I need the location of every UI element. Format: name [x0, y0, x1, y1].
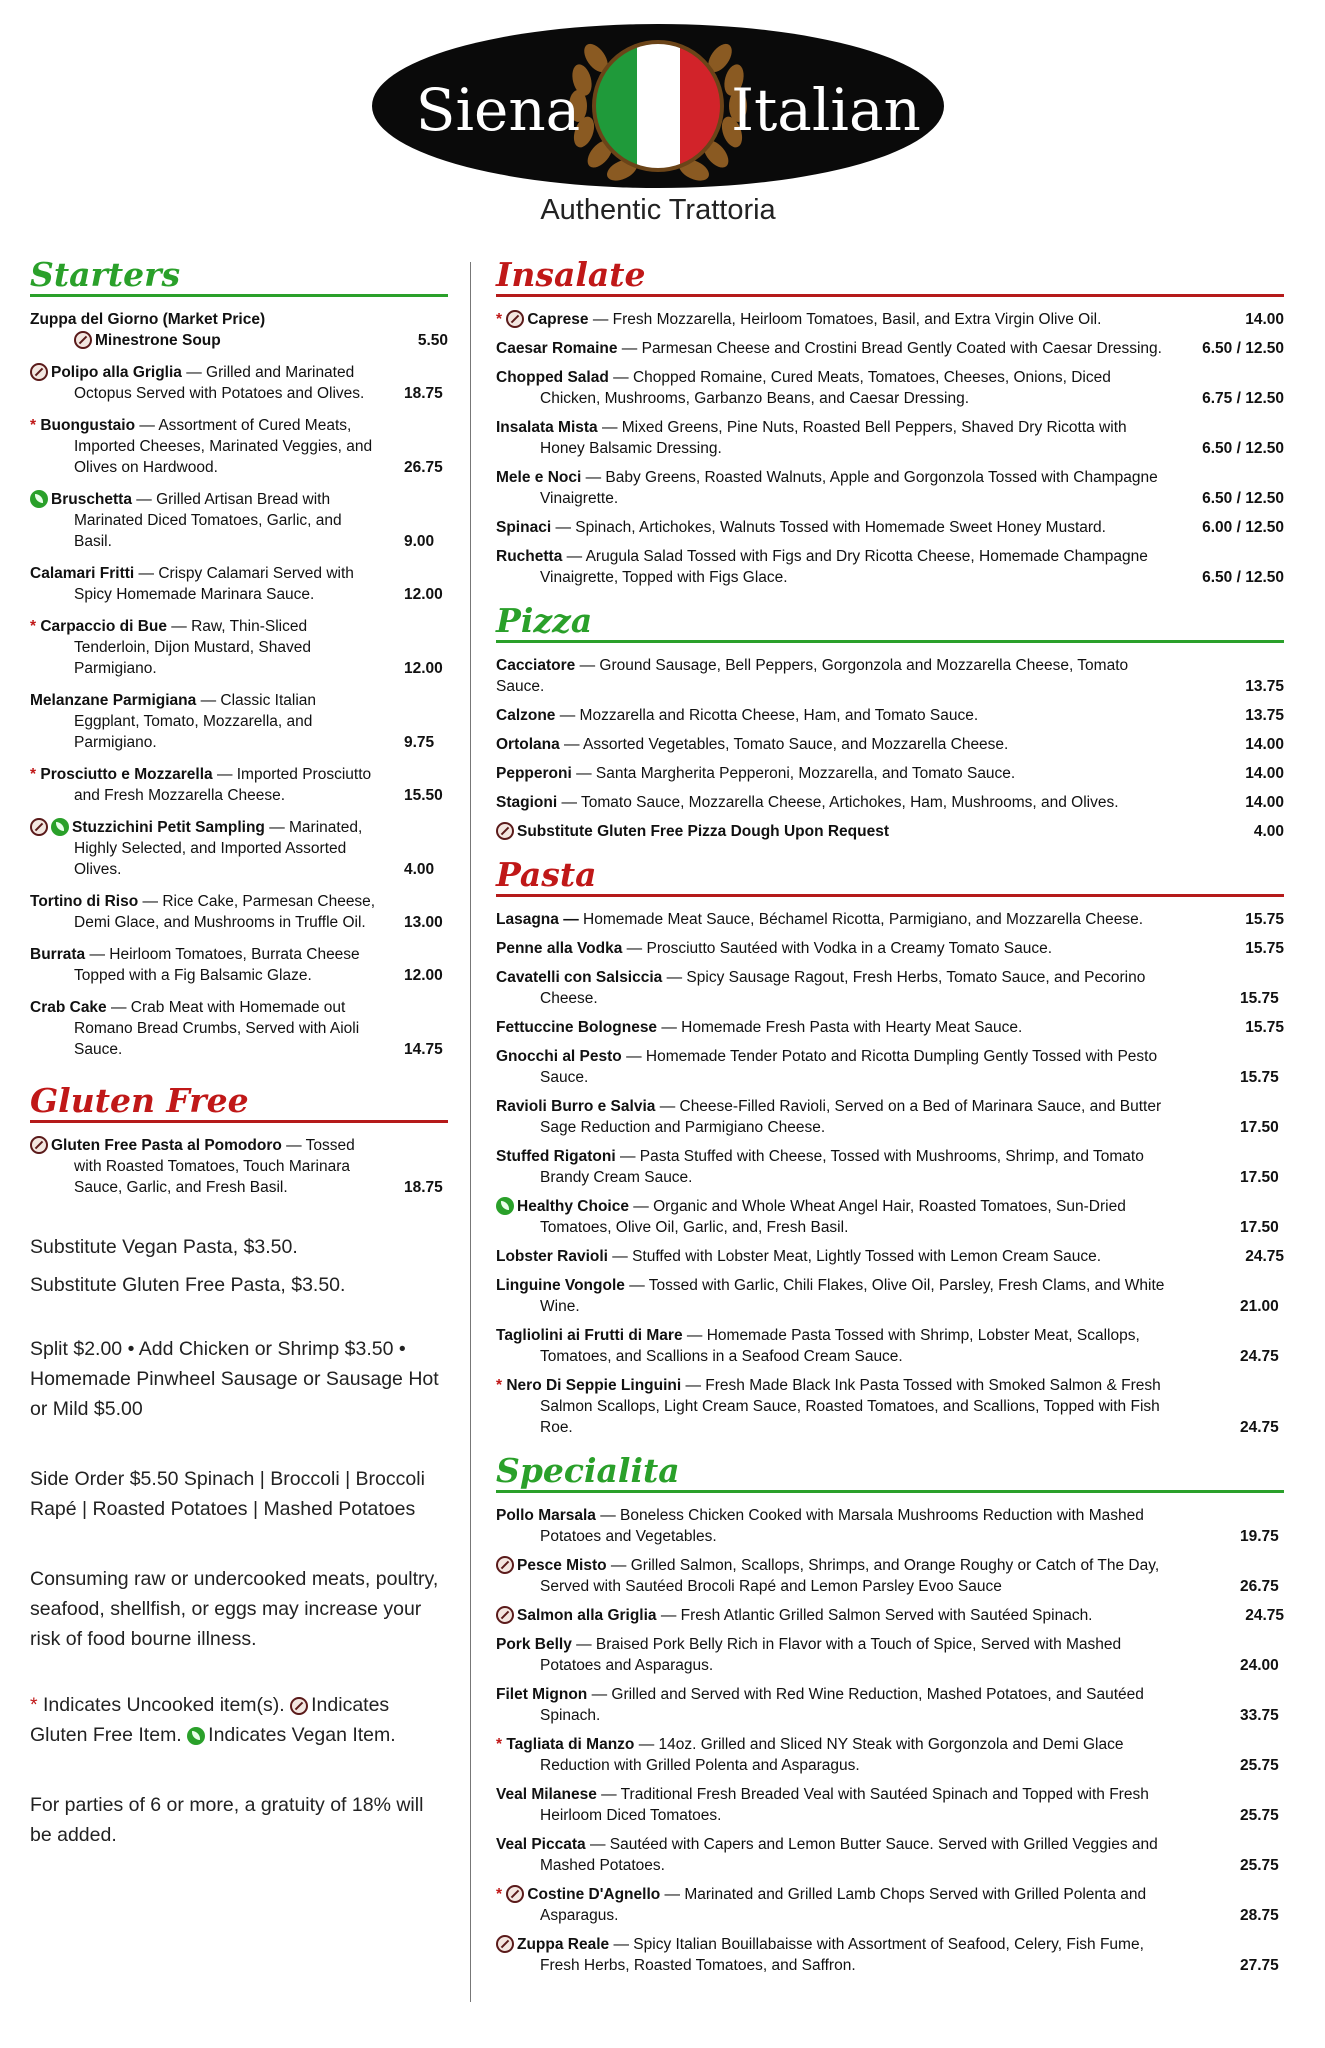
item-name: Ravioli Burro e Salvia [496, 1098, 656, 1115]
item-name: Calamari Fritti [30, 565, 135, 582]
gluten-free-icon [30, 363, 48, 381]
note-vegan: Substitute Vegan Pasta, $3.50. [30, 1236, 298, 1258]
uncooked-star: * [496, 311, 503, 328]
item-price: 6.50 / 12.50 [1202, 569, 1284, 586]
item-price: 5.50 [417, 332, 448, 349]
gluten-free-icon [74, 331, 92, 349]
item-description: — Stuffed with Lobster Meat, Lightly Tossed with Lemon Cream Sauce. [612, 1248, 1102, 1265]
gluten-free-icon [496, 1606, 514, 1624]
item-price: 6.50 / 12.50 [1202, 440, 1284, 457]
menu-item: Ravioli Burro e Salvia — Cheese-Filled Ravioli, Served on a Bed of Marinara Sauce, and Butter Sage Reduction and Parmigiano Cheese. 17.50 [496, 1098, 1279, 1136]
vegan-leaf-icon [187, 1727, 205, 1745]
menu-item [496, 1017, 1284, 1038]
item-description: — Marinated, Highly Selected, and Imported Assorted Olives. [74, 819, 363, 878]
tagline: Authentic Trattoria [540, 194, 776, 226]
item-description: — Organic and Whole Wheat Angel Hair, Roasted Tomatoes, Sun-Dried Tomatoes, Olive Oil, Garlic, and, Fresh Basil. [540, 1198, 1126, 1236]
item-name: Carpaccio di Bue [40, 618, 167, 635]
item-description: — Fresh Mozzarella, Heirloom Tomatoes, Basil, and Extra Virgin Olive Oil. [592, 311, 1102, 328]
menu-item: Pollo Marsala — Boneless Chicken Cooked with Marsala Mushrooms Reduction with Mashed Potatoes and Vegetables. 19.75 [496, 1507, 1279, 1545]
gluten-free-icon [496, 1935, 514, 1953]
section-title: Gluten Free [30, 1081, 249, 1120]
item-name: Caprese [527, 311, 589, 328]
menu-item [30, 309, 448, 351]
logo-graphic [368, 18, 948, 188]
menu-item [496, 763, 1284, 784]
item-name: Stuzzichini Petit Sampling [72, 819, 265, 836]
item-price: 13.75 [1245, 678, 1284, 695]
menu-item [496, 821, 1284, 842]
item-price: 24.75 [1245, 1248, 1284, 1265]
item-name: Filet Mignon [496, 1686, 588, 1703]
item-description: — Heirloom Tomatoes, Burrata Cheese Topped with a Fig Balsamic Glaze. [74, 946, 360, 984]
menu-item: Stuzzichini Petit Sampling — Marinated, Highly Selected, and Imported Assorted Olives. 4.00 [30, 817, 448, 880]
item-description: Homemade Meat Sauce, Béchamel Ricotta, Parmigiano, and Mozzarella Cheese. [583, 911, 1144, 928]
item-name: Stagioni [496, 794, 558, 811]
menu-item: Pesce Misto — Grilled Salmon, Scallops, Shrimps, and Orange Roughy or Catch of The Day, Served with Sautéed Brocoli Rapé and Lemon Parsley Evoo Sauce 26.75 [496, 1555, 1284, 1597]
vegan-leaf-icon [51, 818, 69, 836]
uncooked-star: * [30, 766, 37, 783]
vegan-leaf-icon [30, 490, 48, 508]
section-rule [496, 294, 1284, 297]
item-description: — Chopped Romaine, Cured Meats, Tomatoes, Cheeses, Onions, Diced Chicken, Mushrooms, Garbanzo Beans, and Caesar Dressing. [540, 369, 1111, 407]
item-name: Spinaci [496, 519, 552, 536]
section-specialita [496, 1452, 1284, 1976]
item-name: Tagliata di Manzo [506, 1736, 635, 1753]
item-description: — Grilled and Marinated Octopus Served with Potatoes and Olives. [74, 364, 365, 402]
item-description: — Grilled Artisan Bread with Marinated Diced Tomatoes, Garlic, and Basil. [74, 491, 342, 550]
item-description: — Mixed Greens, Pine Nuts, Roasted Bell Peppers, Shaved Dry Ricotta with Honey Balsamic Dressing. [540, 419, 1127, 457]
menu-item: Linguine Vongole — Tossed with Garlic, Chili Flakes, Olive Oil, Parsley, Fresh Clams, and White Wine. 21.00 [496, 1277, 1279, 1315]
notes-substitutions [30, 1232, 448, 1300]
item-name: Buongustaio [40, 417, 136, 434]
item-name: Tagliolini ai Frutti di Mare [496, 1327, 683, 1344]
item-name: Pesce Misto [517, 1557, 607, 1574]
item-description: — Fresh Made Black Ink Pasta Tossed with Smoked Salmon & Fresh Salmon Scallops, Light Cream Sauce, Roasted Tomatoes, and Scallions, Topped with Fish Roe. [540, 1377, 1161, 1436]
item-price: 15.75 [1245, 911, 1284, 928]
notes-extras [30, 1334, 448, 1424]
item-description: — Cheese-Filled Ravioli, Served on a Bed of Marinara Sauce, and Butter Sage Reduction and Parmigiano Cheese. [540, 1098, 1162, 1136]
menu-item [496, 367, 1284, 409]
notes-legend [30, 1690, 448, 1750]
menu-item: Veal Milanese — Traditional Fresh Breaded Veal with Sautéed Spinach and Topped with Fresh Heirloom Diced Tomatoes. 25.75 [496, 1786, 1279, 1824]
item-name: Zuppa del Giorno (Market Price) [30, 311, 266, 328]
note-sides: Side Order $5.50 Spinach | Broccoli | Broccoli Rapé | Roasted Potatoes | Mashed Potatoes [30, 1468, 425, 1520]
item-description: — Rice Cake, Parmesan Cheese, Demi Glace, and Mushrooms in Truffle Oil. [74, 893, 376, 931]
notes-gratuity [30, 1790, 448, 1850]
item-description: — Marinated and Grilled Lamb Chops Served with Grilled Polenta and Asparagus. [540, 1886, 1147, 1924]
item-name: Gluten Free Pasta al Pomodoro [51, 1137, 282, 1154]
item-name: Substitute Gluten Free Pizza Dough Upon Request [517, 823, 890, 840]
item-description: — Homemade Tender Potato and Ricotta Dumpling Gently Tossed with Pesto Sauce. [540, 1048, 1158, 1086]
item-price: 6.75 / 12.50 [1202, 390, 1284, 407]
menu-item [496, 517, 1284, 538]
item-price: 6.50 / 12.50 [1202, 490, 1284, 507]
right-column [496, 256, 1284, 1984]
uncooked-star: * [496, 1736, 503, 1753]
item-description: — Parmesan Cheese and Crostini Bread Gently Coated with Caesar Dressing. [621, 340, 1162, 357]
menu-item [496, 1605, 1284, 1626]
section-title: Pizza [496, 601, 593, 640]
item-name: Minestrone Soup [95, 332, 221, 349]
section-gluten-free [30, 1082, 448, 1198]
menu-item: Bruschetta — Grilled Artisan Bread with Marinated Diced Tomatoes, Garlic, and Basil. 9.00 [30, 489, 448, 552]
notes-sides [30, 1464, 448, 1524]
uncooked-star: * [30, 618, 37, 635]
gluten-free-icon [30, 1136, 48, 1154]
note-gf-pasta: Substitute Gluten Free Pasta, $3.50. [30, 1274, 346, 1296]
menu-item [496, 792, 1284, 813]
note-extras: Split $2.00 • Add Chicken or Shrimp $3.50 • Homemade Pinwheel Sausage or Sausage Hot or Mild $5.00 [30, 1338, 439, 1420]
menu-item: Healthy Choice — Organic and Whole Wheat Angel Hair, Roasted Tomatoes, Sun-Dried Tomatoes, Olive Oil, Garlic, and, Fresh Basil. 17.50 [496, 1196, 1284, 1238]
item-price: 6.00 / 12.50 [1202, 519, 1284, 536]
uncooked-star: * [30, 417, 37, 434]
item-name: Pork Belly [496, 1636, 572, 1653]
brand-right: Italian [731, 76, 921, 144]
item-name: Caesar Romaine [496, 340, 618, 357]
menu-item: * Costine D'Agnello — Marinated and Grilled Lamb Chops Served with Grilled Polenta and Asparagus. 28.75 [496, 1886, 1279, 1924]
menu-item: * Buongustaio — Assortment of Cured Meats, Imported Cheeses, Marinated Veggies, and Olives on Hardwood. 26.75 [30, 417, 443, 476]
menu-item: Polipo alla Griglia — Grilled and Marinated Octopus Served with Potatoes and Olives. 18.75 [30, 362, 448, 404]
menu-item [496, 467, 1284, 509]
section-title: Insalate [496, 255, 646, 294]
item-description: — Homemade Pasta Tossed with Shrimp, Lobster Meat, Scallops, Tomatoes, and Scallions in a Seafood Cream Sauce. [540, 1327, 1140, 1365]
item-price: 14.00 [1245, 311, 1284, 328]
item-description: — Imported Prosciutto and Fresh Mozzarella Cheese. [74, 766, 372, 804]
section-starters [30, 256, 448, 1060]
item-description: — Crab Meat with Homemade out Romano Bread Crumbs, Served with Aioli Sauce. [74, 999, 360, 1058]
item-price: 6.50 / 12.50 [1202, 340, 1284, 357]
gluten-free-icon [496, 1556, 514, 1574]
item-price: 14.00 [1245, 794, 1284, 811]
item-price: 15.75 [1245, 940, 1284, 957]
item-name: Zuppa Reale [517, 1936, 610, 1953]
item-price: 24.75 [1245, 1607, 1284, 1624]
section-rule [496, 1490, 1284, 1493]
section-pizza [496, 602, 1284, 842]
item-description: — Baby Greens, Roasted Walnuts, Apple and Gorgonzola Tossed with Champagne Vinaigrette. [540, 469, 1158, 507]
vegan-leaf-icon [496, 1197, 514, 1215]
item-name: Veal Milanese [496, 1786, 597, 1803]
menu-item [496, 338, 1284, 359]
item-name: Burrata [30, 946, 86, 963]
item-description: — 14oz. Grilled and Sliced NY Steak with Gorgonzola and Demi Glace Reduction with Grilled Polenta and Asparagus. [540, 1736, 1124, 1774]
menu-item: * Nero Di Seppie Linguini — Fresh Made Black Ink Pasta Tossed with Smoked Salmon & Fresh Salmon Scallops, Light Cream Sauce, Roasted Tomatoes, and Scallions, Topped with Fish Roe. 24.75 [496, 1377, 1279, 1436]
item-description: — Spicy Italian Bouillabaisse with Assortment of Seafood, Celery, Fish Fume, Fresh Herbs, Roasted Tomatoes, and Saffron. [540, 1936, 1144, 1974]
section-insalate [496, 256, 1284, 588]
item-price: 4.00 [1253, 823, 1284, 840]
menu-item: Tagliolini ai Frutti di Mare — Homemade Pasta Tossed with Shrimp, Lobster Meat, Scallops, Tomatoes, and Scallions in a Seafood Cream Sauce. 24.75 [496, 1327, 1279, 1365]
item-name: Lobster Ravioli [496, 1248, 608, 1265]
item-description: — Classic Italian Eggplant, Tomato, Mozzarella, and Parmigiano. [74, 692, 317, 751]
item-description: — Traditional Fresh Breaded Veal with Sautéed Spinach and Topped with Fresh Heirloom Diced Tomatoes. [540, 1786, 1149, 1824]
item-description: — Pasta Stuffed with Cheese, Tossed with Mushrooms, Shrimp, and Tomato Brandy Cream Sauce. [540, 1148, 1144, 1186]
gluten-free-icon [290, 1697, 308, 1715]
item-name: Tortino di Riso [30, 893, 139, 910]
item-name: Cavatelli con Salsiccia [496, 969, 663, 986]
column-divider [470, 262, 471, 2002]
item-name: Bruschetta [51, 491, 132, 508]
item-name: Chopped Salad [496, 369, 609, 386]
item-name: Crab Cake [30, 999, 107, 1016]
uncooked-star: * [496, 1377, 503, 1394]
item-name: Lasagna — [496, 911, 579, 928]
menu-item: Cavatelli con Salsiccia — Spicy Sausage Ragout, Fresh Herbs, Tomato Sauce, and Pecorino Cheese. 15.75 [496, 969, 1279, 1007]
menu-item: Veal Piccata — Sautéed with Capers and Lemon Butter Sauce. Served with Grilled Veggies and Mashed Potatoes. 25.75 [496, 1836, 1279, 1874]
item-name: Fettuccine Bolognese [496, 1019, 658, 1036]
item-name: Nero Di Seppie Linguini [506, 1377, 682, 1394]
item-name: Polipo alla Griglia [51, 364, 182, 381]
item-name: Penne alla Vodka [496, 940, 623, 957]
menu-item: * Prosciutto e Mozzarella — Imported Prosciutto and Fresh Mozzarella Cheese. 15.50 [30, 766, 443, 804]
item-description: — Sautéed with Capers and Lemon Butter Sauce. Served with Grilled Veggies and Mashed Potatoes. [540, 1836, 1158, 1874]
notes-warning [30, 1564, 448, 1654]
item-price: 15.75 [1245, 1019, 1284, 1036]
item-description: — Tomato Sauce, Mozzarella Cheese, Artichokes, Ham, Mushrooms, and Olives. [561, 794, 1119, 811]
item-description: — Assortment of Cured Meats, Imported Cheeses, Marinated Veggies, and Olives on Hardwood. [74, 417, 373, 476]
uncooked-star: * [496, 1886, 503, 1903]
menu-item: * Tagliata di Manzo — 14oz. Grilled and Sliced NY Steak with Gorgonzola and Demi Glace Reduction with Grilled Polenta and Asparagus. 25.75 [496, 1736, 1279, 1774]
item-description: — Fresh Atlantic Grilled Salmon Served with Sautéed Spinach. [660, 1607, 1093, 1624]
section-rule [496, 894, 1284, 897]
menu-item [496, 909, 1284, 930]
menu-item: Gluten Free Pasta al Pomodoro — Tossed with Roasted Tomatoes, Touch Marinara Sauce, Garlic, and Fresh Basil. 18.75 [30, 1135, 448, 1198]
item-description: — Ground Sausage, Bell Peppers, Gorgonzola and Mozzarella Cheese, Tomato Sauce. [496, 657, 1129, 695]
item-description: — Boneless Chicken Cooked with Marsala Mushrooms Reduction with Mashed Potatoes and Vegetables. [540, 1507, 1144, 1545]
section-pasta [496, 856, 1284, 1438]
section-title: Starters [30, 255, 181, 294]
section-rule [496, 640, 1284, 643]
item-description: — Grilled Salmon, Scallops, Shrimps, and Orange Roughy or Catch of The Day, Served with Sautéed Brocoli Rapé and Lemon Parsley Evoo Sauce [540, 1557, 1160, 1595]
section-rule [30, 1120, 448, 1123]
item-description: — Grilled and Served with Red Wine Reduction, Mashed Potatoes, and Sautéed Spinach. [540, 1686, 1144, 1724]
section-title: Pasta [496, 855, 597, 894]
item-name: Healthy Choice [517, 1198, 629, 1215]
menu-item: Zuppa Reale — Spicy Italian Bouillabaisse with Assortment of Seafood, Celery, Fish Fume, Fresh Herbs, Roasted Tomatoes, and Saffron. 27.75 [496, 1934, 1284, 1976]
menu-item: Filet Mignon — Grilled and Served with Red Wine Reduction, Mashed Potatoes, and Sautéed Spinach. 33.75 [496, 1686, 1279, 1724]
item-name: Ruchetta [496, 548, 563, 565]
menu-item [496, 1246, 1284, 1267]
legend-star: * [30, 1694, 38, 1716]
menu-item: Gnocchi al Pesto — Homemade Tender Potato and Ricotta Dumpling Gently Tossed with Pesto Sauce. 15.75 [496, 1048, 1279, 1086]
section-title: Specialita [496, 1451, 680, 1490]
item-name: Pepperoni [496, 765, 572, 782]
item-description: — Raw, Thin-Sliced Tenderloin, Dijon Mustard, Shaved Parmigiano. [74, 618, 311, 677]
item-name: Costine D'Agnello [527, 1886, 661, 1903]
item-name: Pollo Marsala [496, 1507, 596, 1524]
menu-item [496, 938, 1284, 959]
legend-vegan: Indicates Vegan Item. [208, 1724, 396, 1746]
item-description: — Arugula Salad Tossed with Figs and Dry Ricotta Cheese, Homemade Champagne Vinaigrette, Topped with Figs Glace. [540, 548, 1148, 586]
gluten-free-icon [506, 310, 524, 328]
item-description: — Spinach, Artichokes, Walnuts Tossed with Homemade Sweet Honey Mustard. [555, 519, 1106, 536]
menu-item: Burrata — Heirloom Tomatoes, Burrata Cheese Topped with a Fig Balsamic Glaze. 12.00 [30, 946, 443, 984]
item-name: Cacciatore [496, 657, 576, 674]
item-name: Linguine Vongole [496, 1277, 625, 1294]
item-name: Insalata Mista [496, 419, 598, 436]
menu-item: Melanzane Parmigiana — Classic Italian Eggplant, Tomato, Mozzarella, and Parmigiano. 9.75 [30, 692, 435, 751]
brand-left: Siena [415, 76, 581, 144]
menu-item: Tortino di Riso — Rice Cake, Parmesan Cheese, Demi Glace, and Mushrooms in Truffle Oil. 13.00 [30, 893, 443, 931]
gluten-free-icon [30, 818, 48, 836]
menu-item: Crab Cake — Crab Meat with Homemade out Romano Bread Crumbs, Served with Aioli Sauce. 14.75 [30, 999, 443, 1058]
menu-item [496, 734, 1284, 755]
item-description: — Tossed with Garlic, Chili Flakes, Olive Oil, Parsley, Fresh Clams, and White Wine. [540, 1277, 1165, 1315]
item-description: — Braised Pork Belly Rich in Flavor with a Touch of Spice, Served with Mashed Potatoes and Asparagus. [540, 1636, 1122, 1674]
gluten-free-icon [496, 822, 514, 840]
note-gratuity: For parties of 6 or more, a gratuity of 18% will be added. [30, 1794, 424, 1846]
left-column [30, 256, 448, 1850]
restaurant-logo [368, 18, 948, 228]
item-description: — Assorted Vegetables, Tomato Sauce, and Mozzarella Cheese. [564, 736, 1009, 753]
menu-item [496, 705, 1284, 726]
item-name: Gnocchi al Pesto [496, 1048, 622, 1065]
item-price: 14.00 [1245, 765, 1284, 782]
legend-gf: Indicates Gluten Free Item. [30, 1694, 390, 1746]
item-description: — Prosciutto Sautéed with Vodka in a Creamy Tomato Sauce. [626, 940, 1052, 957]
note-warning: Consuming raw or undercooked meats, poultry, seafood, shellfish, or eggs may increase your risk of food bourne illness. [30, 1568, 439, 1650]
legend-uncooked: Indicates Uncooked item(s). [43, 1694, 285, 1716]
item-description: — Santa Margherita Pepperoni, Mozzarella, and Tomato Sauce. [576, 765, 1016, 782]
item-name: Melanzane Parmigiana [30, 692, 197, 709]
item-name: Veal Piccata [496, 1836, 586, 1853]
menu-item [496, 417, 1284, 459]
item-name: Stuffed Rigatoni [496, 1148, 616, 1165]
menu-item [496, 309, 1284, 330]
item-price: 14.00 [1245, 736, 1284, 753]
italian-flag-icon [594, 42, 723, 170]
item-name: Ortolana [496, 736, 560, 753]
menu-item [496, 546, 1284, 588]
item-name: Mele e Noci [496, 469, 582, 486]
menu-item: Pork Belly — Braised Pork Belly Rich in Flavor with a Touch of Spice, Served with Mashed Potatoes and Asparagus. 24.00 [496, 1636, 1279, 1674]
menu-item: * Carpaccio di Bue — Raw, Thin-Sliced Tenderloin, Dijon Mustard, Shaved Parmigiano. 12.00 [30, 618, 443, 677]
item-description: — Spicy Sausage Ragout, Fresh Herbs, Tomato Sauce, and Pecorino Cheese. [540, 969, 1146, 1007]
legend-text [30, 1690, 448, 1750]
menu-item [496, 655, 1284, 697]
item-name: Prosciutto e Mozzarella [40, 766, 213, 783]
item-description: — Tossed with Roasted Tomatoes, Touch Marinara Sauce, Garlic, and Fresh Basil. [74, 1137, 355, 1196]
menu-item: Stuffed Rigatoni — Pasta Stuffed with Cheese, Tossed with Mushrooms, Shrimp, and Tomato Brandy Cream Sauce. 17.50 [496, 1148, 1279, 1186]
item-name: Calzone [496, 707, 556, 724]
menu-item: Calamari Fritti — Crispy Calamari Served with Spicy Homemade Marinara Sauce. 12.00 [30, 565, 443, 603]
item-description: — Homemade Fresh Pasta with Hearty Meat Sauce. [661, 1019, 1023, 1036]
item-name: Salmon alla Griglia [517, 1607, 657, 1624]
item-description: — Mozzarella and Ricotta Cheese, Ham, and Tomato Sauce. [559, 707, 979, 724]
gluten-free-icon [506, 1885, 524, 1903]
item-description: — Crispy Calamari Served with Spicy Homemade Marinara Sauce. [74, 565, 354, 603]
section-rule [30, 294, 448, 297]
item-price: 13.75 [1245, 707, 1284, 724]
